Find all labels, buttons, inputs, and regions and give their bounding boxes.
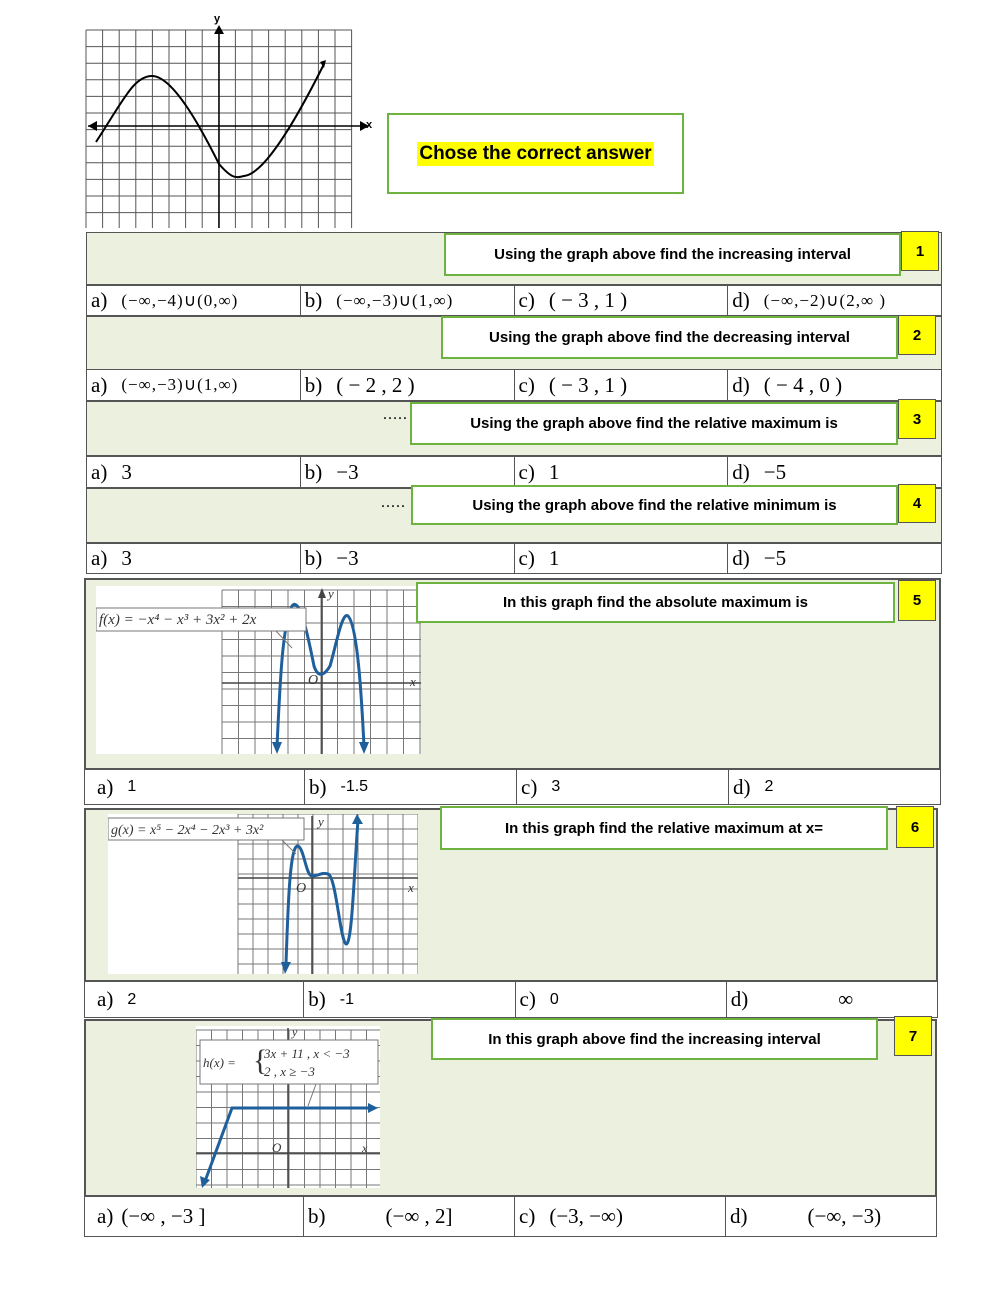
option-label: a): [91, 372, 108, 397]
option-value: (−3, −∞): [549, 1204, 623, 1228]
instruction-banner: [387, 113, 684, 194]
option-value: 3: [551, 778, 561, 795]
answer-option-c[interactable]: [515, 457, 729, 487]
option-label: a): [91, 288, 108, 312]
answer-option-d[interactable]: [728, 370, 941, 400]
answer-option-b[interactable]: [301, 370, 515, 400]
answer-option-b[interactable]: [301, 457, 515, 487]
option-label: c): [519, 987, 536, 1011]
option-label: b): [304, 372, 323, 397]
answer-option-b[interactable]: [304, 1197, 515, 1236]
option-value: 3: [121, 546, 132, 570]
answer-option-c[interactable]: [515, 544, 729, 573]
option-label: d): [730, 987, 749, 1011]
answer-option-d[interactable]: [729, 770, 940, 804]
callout-line: [308, 1084, 316, 1106]
option-label: c): [521, 774, 538, 799]
curve-arrow-right: [359, 742, 369, 754]
answer-row-5: [84, 769, 941, 805]
answer-option-c[interactable]: [516, 982, 727, 1017]
option-value: (−∞,−3)∪(1,∞): [336, 290, 454, 310]
main-curve: [96, 64, 324, 177]
option-value: ( − 4 , 0 ): [763, 372, 843, 397]
origin-label: O: [296, 881, 307, 896]
option-value: (−∞,−2)∪(2,∞ ): [763, 290, 887, 310]
question-number-1: 1: [901, 231, 939, 271]
option-value: −3: [336, 459, 359, 484]
answer-option-c[interactable]: [517, 770, 729, 804]
origin-label: O: [272, 1140, 282, 1155]
option-label: c): [518, 288, 535, 312]
option-label: d): [730, 1204, 748, 1228]
answer-option-d[interactable]: [728, 286, 941, 315]
answer-option-a[interactable]: [87, 457, 301, 487]
function-case-1: 3x + 11 , x < −3: [264, 1046, 350, 1061]
x-label: x: [408, 880, 414, 895]
function-case-2: 2 , x ≥ −3: [264, 1064, 315, 1079]
option-value: ( − 3 , 1 ): [548, 372, 628, 397]
dots-3: .....: [383, 406, 408, 423]
option-label: a): [97, 774, 114, 799]
option-value: ( − 3 , 1 ): [548, 288, 628, 312]
curve-arrow-right: [352, 814, 363, 824]
x-label: x: [366, 119, 373, 131]
option-value: (−∞,−3)∪(1,∞): [121, 375, 239, 394]
answer-row-7: [84, 1196, 937, 1237]
question-number-4: 4: [898, 484, 936, 523]
option-value: (−∞ , 2]: [385, 1204, 453, 1228]
option-value: 2: [764, 778, 774, 795]
answer-option-d[interactable]: [726, 1197, 936, 1236]
graph-q5: [96, 586, 421, 754]
y-label: y: [318, 814, 324, 829]
answer-option-b[interactable]: [301, 544, 515, 573]
curve-arrow-left: [272, 742, 282, 754]
option-value: 0: [549, 990, 559, 1008]
question-number-7: 7: [894, 1016, 932, 1056]
question-number-5: 5: [898, 580, 936, 621]
origin-label: O: [308, 673, 319, 688]
answer-option-b[interactable]: [304, 982, 515, 1017]
option-value: ∞: [838, 987, 854, 1011]
graph-q6: [108, 814, 418, 974]
option-label: a): [91, 459, 108, 484]
brace: {: [253, 1044, 268, 1077]
question-prompt-2: Using the graph above find the decreasing interval: [441, 316, 898, 359]
answer-option-d[interactable]: [728, 544, 941, 573]
function-label: g(x) = x⁵ − 2x⁴ − 2x³ + 3x²: [111, 823, 264, 838]
curve-arrow-right: [368, 1103, 378, 1113]
answer-option-b[interactable]: [305, 770, 517, 804]
option-label: d): [732, 372, 750, 397]
x-label: x: [362, 1141, 368, 1155]
option-value: 3: [121, 459, 132, 484]
answer-row-3: [86, 456, 942, 488]
y-label: y: [328, 586, 334, 601]
option-value: (−∞, −3): [807, 1204, 882, 1228]
question-prompt-1: Using the graph above find the increasing interval: [444, 233, 901, 276]
option-label: d): [732, 459, 750, 484]
question-number-3: 3: [898, 399, 936, 439]
option-value: 1: [548, 546, 560, 570]
option-label: d): [732, 288, 750, 312]
answer-row-4: [86, 543, 942, 574]
answer-row-1: [86, 285, 942, 316]
graph-q7-svg: [196, 1026, 380, 1188]
answer-option-c[interactable]: [515, 1197, 726, 1236]
option-label: d): [732, 546, 750, 570]
option-label: b): [308, 987, 326, 1011]
callout-line: [282, 840, 296, 854]
x-label: x: [410, 674, 416, 689]
option-value: 2: [127, 990, 137, 1008]
answer-row-2: [86, 369, 942, 401]
answer-option-a[interactable]: [87, 544, 301, 573]
answer-option-a[interactable]: [85, 1197, 304, 1236]
option-value: -1.5: [340, 778, 369, 795]
dots-4: .....: [381, 494, 406, 511]
option-label: b): [304, 546, 323, 570]
option-value: 1: [548, 459, 560, 484]
option-label: c): [519, 1204, 536, 1228]
main-graph: [84, 14, 380, 228]
answer-option-c[interactable]: [515, 370, 729, 400]
option-label: a): [97, 1204, 114, 1228]
option-label: b): [304, 288, 323, 312]
question-number-2: 2: [898, 315, 936, 355]
option-label: a): [97, 987, 114, 1011]
option-label: c): [518, 459, 535, 484]
option-value: −3: [336, 546, 359, 570]
answer-option-d[interactable]: [728, 457, 941, 487]
instruction-text: Chose the correct answer: [419, 142, 652, 164]
option-value: (−∞,−4)∪(0,∞): [121, 290, 239, 310]
option-label: b): [308, 1204, 326, 1228]
option-label: c): [518, 372, 535, 397]
option-value: -1: [339, 990, 354, 1008]
option-label: b): [309, 774, 327, 799]
function-label: f(x) = −x⁴ − x³ + 3x² + 2x: [99, 612, 257, 628]
option-value: −5: [763, 546, 787, 570]
question-prompt-3: Using the graph above find the relative maximum is: [410, 402, 898, 445]
question-prompt-5: In this graph find the absolute maximum is: [416, 582, 895, 623]
option-label: a): [91, 546, 108, 570]
graph-q5-svg: [96, 586, 421, 754]
option-value: (−∞ , −3 ]: [121, 1204, 206, 1228]
answer-option-b[interactable]: [301, 286, 515, 315]
graph-q6-svg: [108, 814, 418, 974]
answer-option-c[interactable]: [515, 286, 729, 315]
option-label: b): [304, 459, 323, 484]
graph-q7: [196, 1026, 380, 1188]
main-graph-svg: [84, 14, 380, 228]
option-value: −5: [763, 459, 787, 484]
answer-option-a[interactable]: [85, 982, 304, 1017]
answer-option-a[interactable]: [87, 370, 301, 400]
answer-row-6: [84, 981, 938, 1018]
y-label: y: [292, 1026, 298, 1039]
y-label: y: [214, 14, 221, 25]
question-number-6: 6: [896, 806, 934, 848]
option-label: c): [518, 546, 535, 570]
answer-option-d[interactable]: [727, 982, 937, 1017]
answer-option-a[interactable]: [85, 770, 305, 804]
option-label: d): [733, 774, 751, 799]
option-value: 1: [127, 778, 137, 795]
function-name: h(x) =: [203, 1055, 236, 1070]
question-prompt-7: In this graph above find the increasing interval: [431, 1018, 878, 1060]
question-prompt-4: Using the graph above find the relative minimum is: [411, 485, 898, 525]
question-prompt-6: In this graph find the relative maximum at x=: [440, 806, 888, 850]
option-value: ( − 2 , 2 ): [336, 372, 415, 397]
answer-option-a[interactable]: [87, 286, 301, 315]
